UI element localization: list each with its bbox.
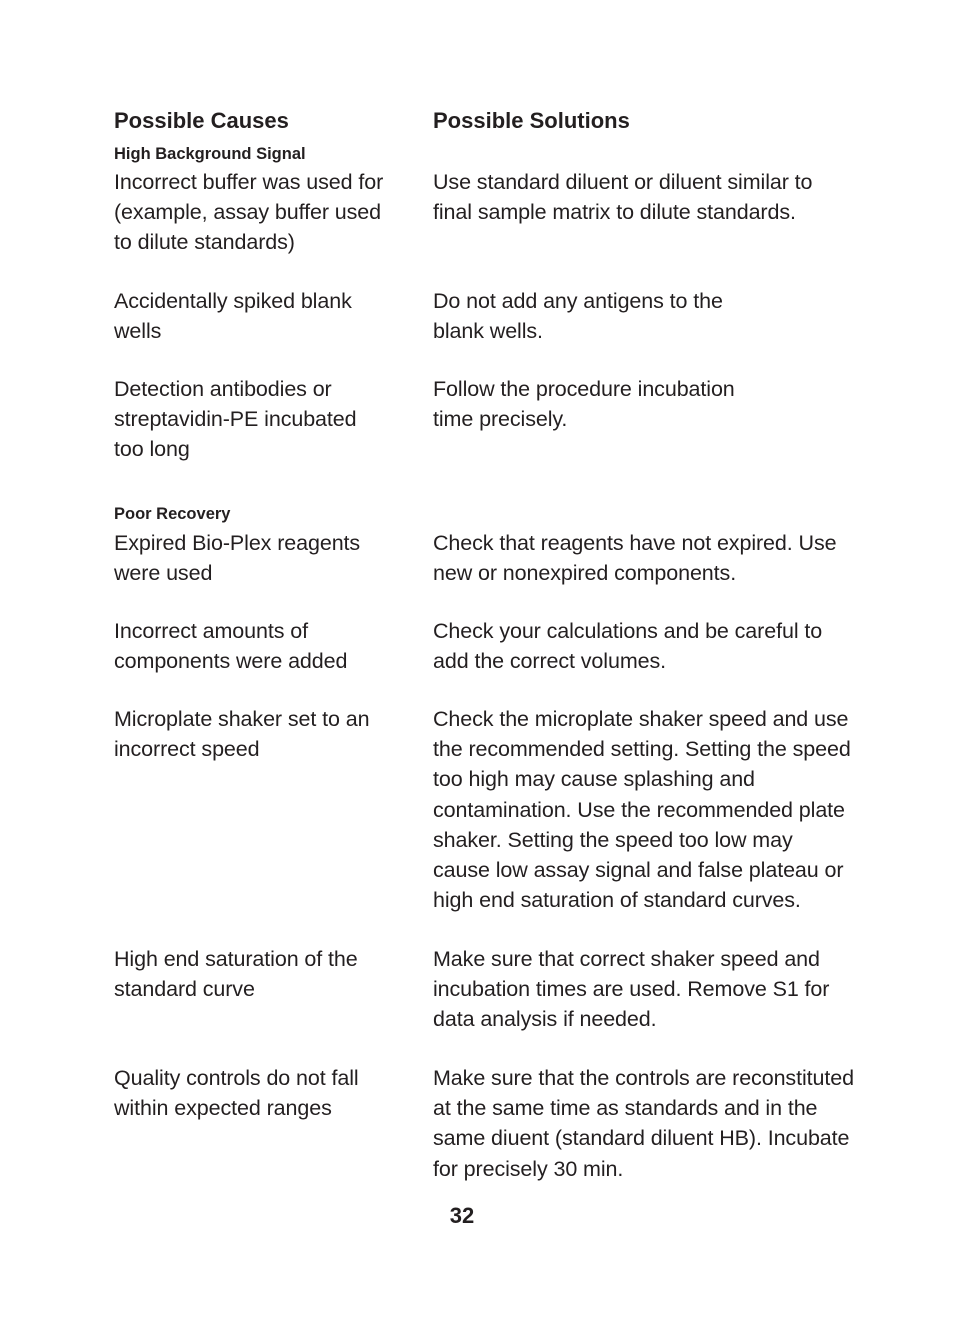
solution-cell: Check your calculations and be careful to add the correct volumes. (433, 619, 823, 674)
cause-cell: Incorrect buffer was used for (example, assay buffer used to dilute standards) (114, 170, 384, 255)
header-possible-solutions: Possible Solutions (433, 108, 630, 133)
solution-cell: Make sure that the controls are reconstituted at the same time as standards and in the same diuent (standard diluent HB). Incubate for precisely 30 min. (433, 1066, 854, 1181)
cause-cell: Detection antibodies or streptavidin-PE incubated too long (114, 377, 357, 462)
solution-cell: Do not add any antigens to the blank wells. (433, 289, 723, 344)
solution-cell: Make sure that correct shaker speed and incubation times are used. Remove S1 for data analysis if needed. (433, 947, 830, 1032)
solution-cell: Check the microplate shaker speed and use the recommended setting. Setting the speed too high may cause splashing and contamination. Use the recommended plate shaker. Setting the speed too low may cause low assay signal and false plateau or high end saturation of standard curves. (433, 707, 851, 913)
cause-cell: Incorrect amounts of components were added (114, 619, 348, 674)
solution-cell: Check that reagents have not expired. Use new or nonexpired components. (433, 531, 837, 586)
section-title-high-background-signal: High Background Signal (114, 145, 306, 163)
solution-cell: Use standard diluent or diluent similar to final sample matrix to dilute standards. (433, 170, 813, 225)
cause-cell: Expired Bio-Plex reagents were used (114, 531, 361, 586)
cause-cell: High end saturation of the standard curve (114, 947, 358, 1002)
cause-cell: Microplate shaker set to an incorrect speed (114, 707, 370, 762)
section-title-poor-recovery: Poor Recovery (114, 505, 231, 523)
header-possible-causes: Possible Causes (114, 108, 289, 133)
solution-cell: Follow the procedure incubation time precisely. (433, 377, 735, 432)
cause-cell: Accidentally spiked blank wells (114, 289, 352, 344)
cause-cell: Quality controls do not fall within expected ranges (114, 1066, 359, 1121)
page-number: 32 (449, 1203, 475, 1228)
